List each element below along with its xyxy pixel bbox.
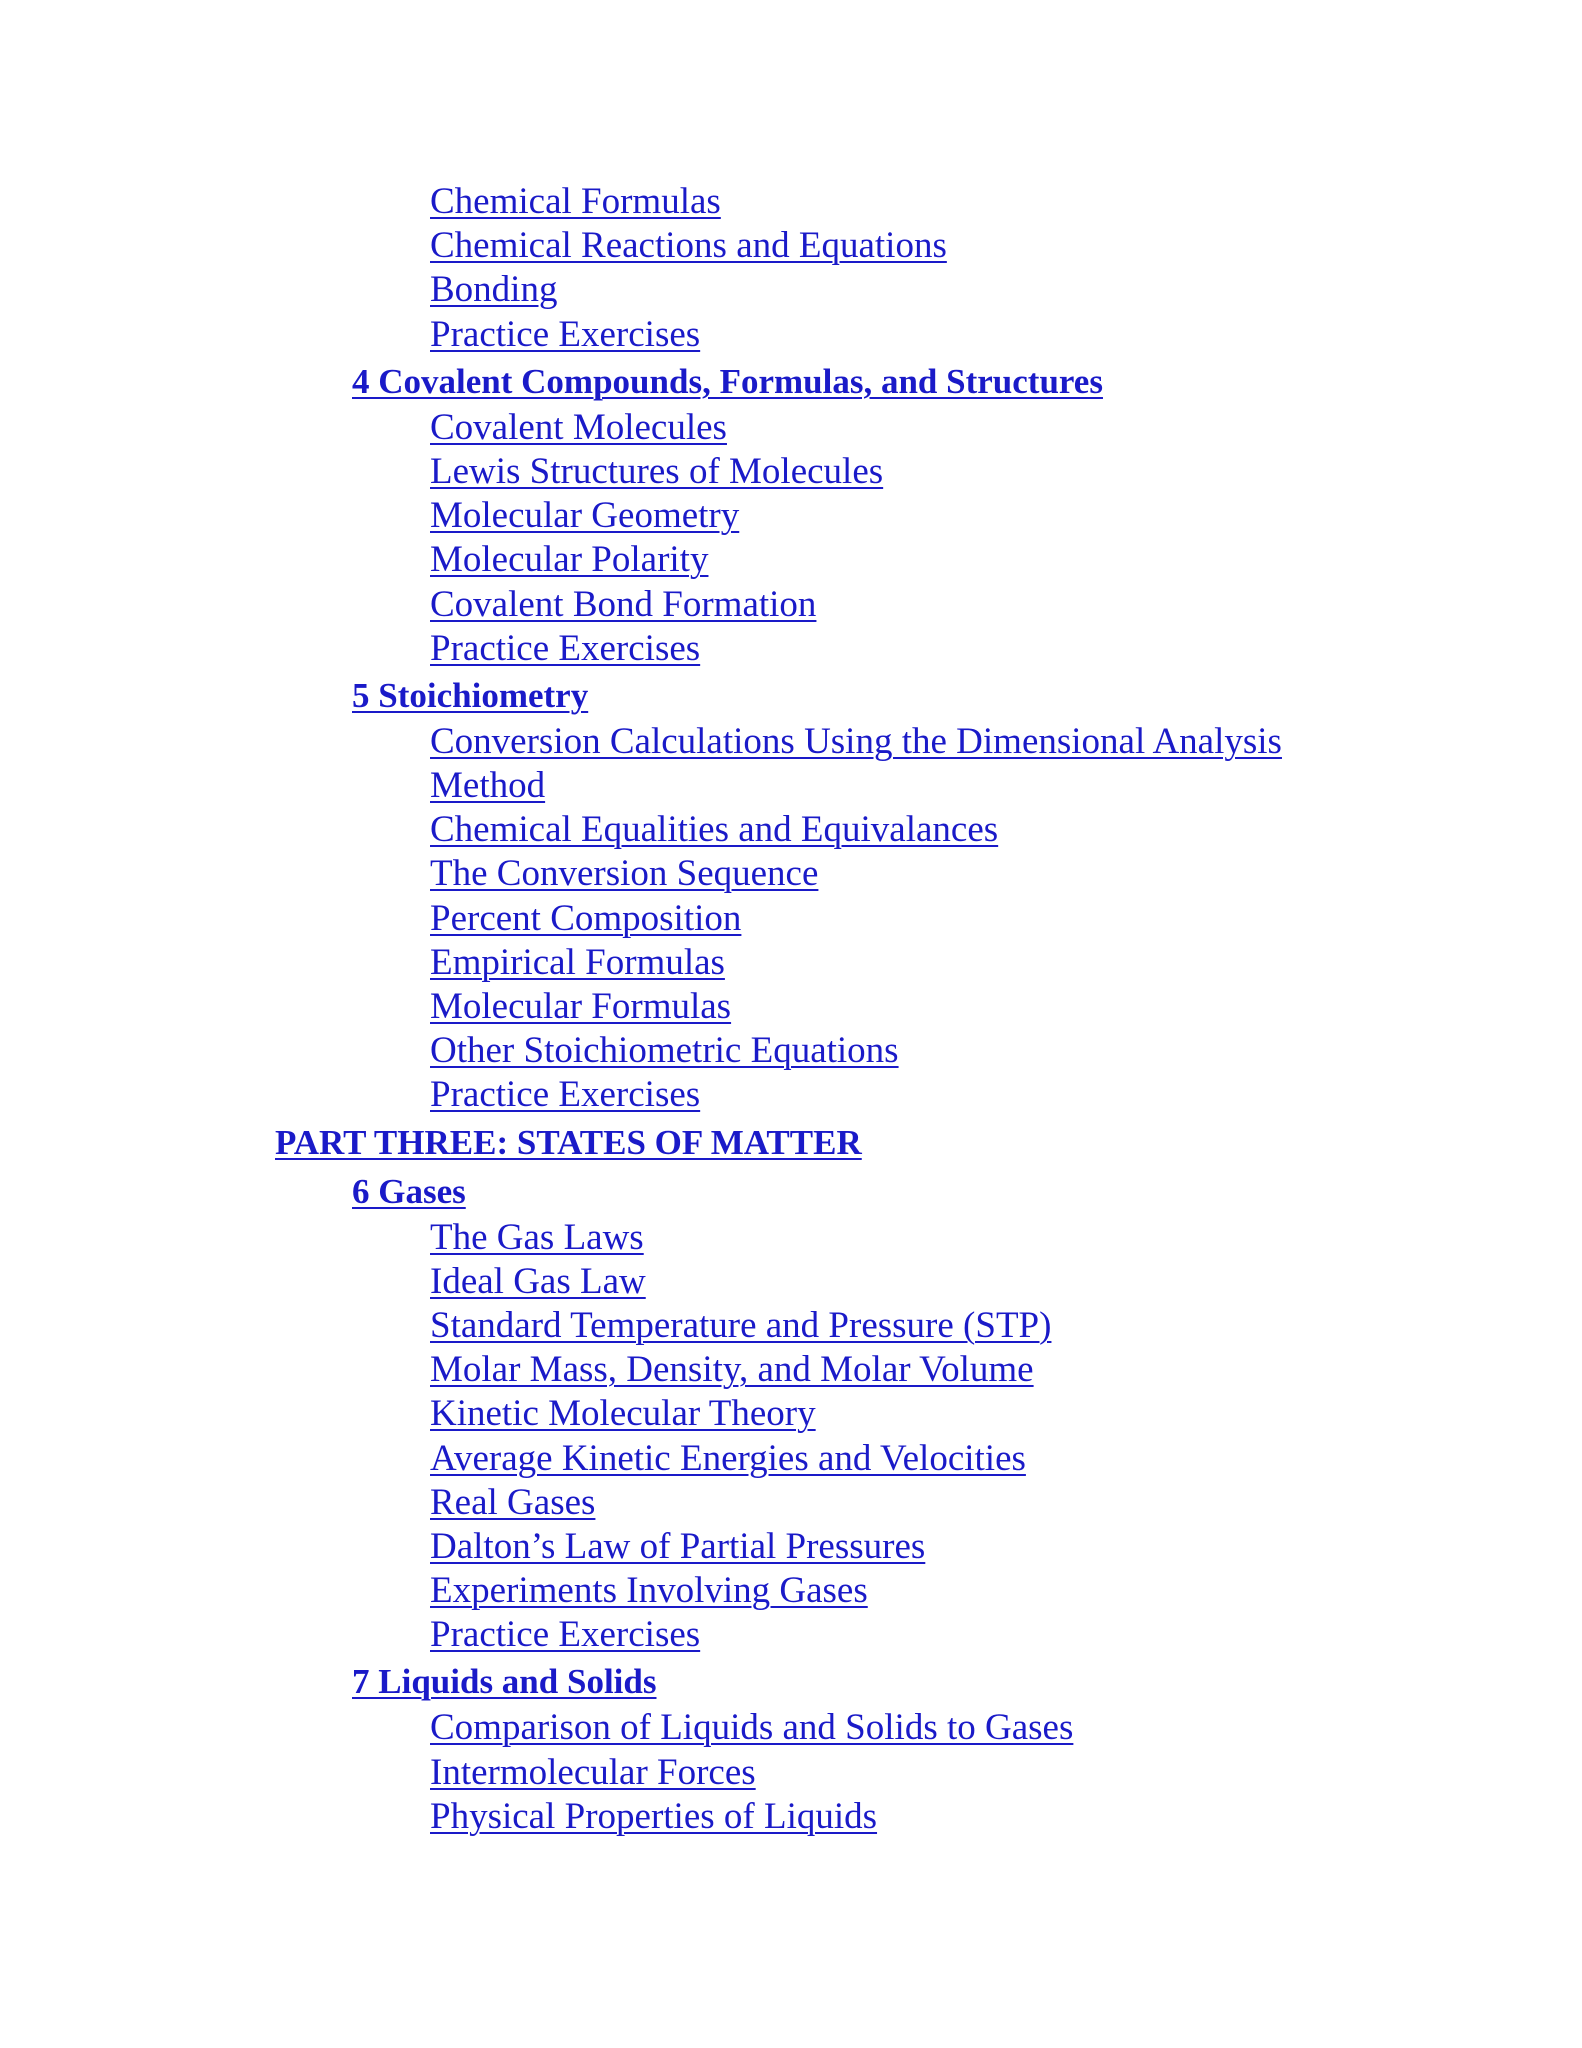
toc-link-practice-exercises-ch4[interactable]: Practice Exercises xyxy=(430,627,701,669)
toc-link-physical-properties-liquids[interactable]: Physical Properties of Liquids xyxy=(430,1795,878,1837)
toc-chapter-7-link[interactable]: 7 Liquids and Solids xyxy=(352,1662,657,1702)
toc-link-gas-laws[interactable]: The Gas Laws xyxy=(430,1216,644,1258)
toc-link-experiments-involving-gases[interactable]: Experiments Involving Gases xyxy=(430,1570,868,1612)
toc-link-other-stoichiometric-equations[interactable]: Other Stoichiometric Equations xyxy=(430,1030,899,1072)
toc-link-lewis-structures[interactable]: Lewis Structures of Molecules xyxy=(430,450,884,492)
toc-link-chemical-reactions-and-equations[interactable]: Chemical Reactions and Equations xyxy=(430,225,947,267)
toc-link-molecular-geometry[interactable]: Molecular Geometry xyxy=(430,495,740,537)
toc-link-bonding[interactable]: Bonding xyxy=(430,269,558,311)
toc-link-molecular-polarity[interactable]: Molecular Polarity xyxy=(430,539,709,581)
toc-link-covalent-molecules[interactable]: Covalent Molecules xyxy=(430,406,727,448)
toc-link-molecular-formulas[interactable]: Molecular Formulas xyxy=(430,986,732,1027)
toc-link-practice-exercises-ch6[interactable]: Practice Exercises xyxy=(430,1614,701,1656)
toc-link-practice-exercises-ch5[interactable]: Practice Exercises xyxy=(430,1074,701,1116)
toc-link-conversion-calculations[interactable]: Conversion Calculations Using the Dimensional Analysis xyxy=(430,720,1282,762)
toc-link-molar-mass-density[interactable]: Molar Mass, Density, and Molar Volume xyxy=(430,1349,1034,1391)
toc-link-kinetic-molecular-theory[interactable]: Kinetic Molecular Theory xyxy=(430,1393,816,1435)
toc-link-intermolecular-forces[interactable]: Intermolecular Forces xyxy=(430,1751,756,1793)
toc-link-chemical-formulas[interactable]: Chemical Formulas xyxy=(430,181,721,222)
toc-link-conversion-sequence[interactable]: The Conversion Sequence xyxy=(430,853,819,895)
toc-link-conversion-calculations-method[interactable]: Method xyxy=(430,765,546,807)
toc-part-three-link[interactable]: PART THREE: STATES OF MATTER xyxy=(275,1122,862,1162)
toc-link-real-gases[interactable]: Real Gases xyxy=(430,1481,596,1523)
toc-chapter-5-link[interactable]: 5 Stoichiometry xyxy=(352,675,589,715)
toc-link-chemical-equalities[interactable]: Chemical Equalities and Equivalances xyxy=(430,809,999,851)
toc-link-percent-composition[interactable]: Percent Composition xyxy=(430,897,742,939)
toc-link-ideal-gas-law[interactable]: Ideal Gas Law xyxy=(430,1260,646,1302)
toc-link-comparison-liquids-solids[interactable]: Comparison of Liquids and Solids to Gases xyxy=(430,1707,1074,1749)
toc-link-practice-exercises-ch3[interactable]: Practice Exercises xyxy=(430,313,701,355)
toc-link-daltons-law[interactable]: Dalton’s Law of Partial Pressures xyxy=(430,1525,926,1567)
toc-chapter-4-link[interactable]: 4 Covalent Compounds, Formulas, and Structures xyxy=(352,361,1103,401)
toc-link-average-kinetic-energies[interactable]: Average Kinetic Energies and Velocities xyxy=(430,1437,1026,1479)
toc-link-stp[interactable]: Standard Temperature and Pressure (STP) xyxy=(430,1304,1052,1346)
table-of-contents xyxy=(0,180,1582,1839)
toc-link-empirical-formulas[interactable]: Empirical Formulas xyxy=(430,941,725,983)
toc-link-covalent-bond-formation[interactable]: Covalent Bond Formation xyxy=(430,583,817,625)
toc-chapter-6-link[interactable]: 6 Gases xyxy=(352,1171,466,1211)
